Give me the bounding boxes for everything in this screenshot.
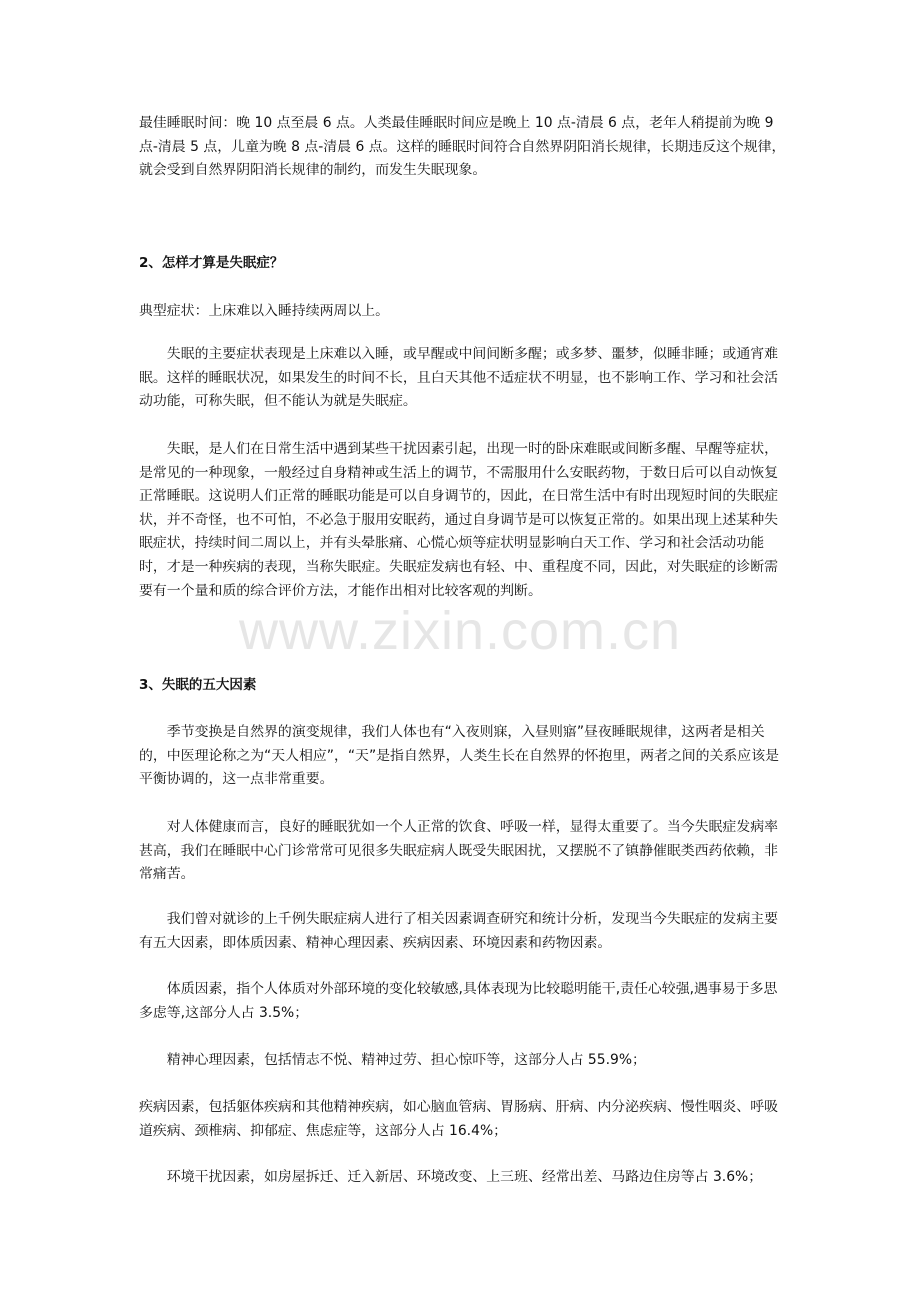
paragraph-sleep-time: 最佳睡眠时间：晚 10 点至晨 6 点。人类最佳睡眠时间应是晚上 10 点-清晨 6 点，老年人稍提前为晚 9 点-清晨 5 点，儿童为晚 8 点-清晨 6 点。这样的睡眠时间符合自然界阴阳消长规律，长期违反这个规律，就会受到自然界阴阳消长规律的制约，而发生失眠现象。 [139,115,786,179]
paragraph-disease-factor: 疾病因素，包括躯体疾病和其他精神疾病，如心脑血管病、胃肠病、肝病、内分泌疾病、慢性咽炎、呼吸道疾病、颈椎病、抑郁症、焦虑症等，这部分人占 16.4%； [139,1099,778,1139]
watermark: www.zixin.com.cn [238,601,682,661]
paragraph-insomnia-definition: 失眠，是人们在日常生活中遇到某些干扰因素引起，出现一时的卧床难眠或间断多醒、早醒等症状，是常见的一种现象，一般经过自身精神或生活上的调节，不需服用什么安眠药物，于数日后可以自动恢复正常睡眠。这说明人们正常的睡眠功能是可以自身调节的，因此，在日常生活中有时出现短时间的失眠症状，并不奇怪，也不可怕，不必急于服用安眠药，通过自身调节是可以恢复正常的。如果出现上述某种失眠症状，持续时间二周以上，并有头晕胀痛、心慌心烦等症状明显影响白天工作、学习和社会活动功能时，才是一种疾病的表现，当称失眠症。失眠症发病也有轻、中、重程度不同，因此，对失眠症的诊断需要有一个量和质的综合评价方法，才能作出相对比较客观的判断。 [139,441,778,599]
heading-section-2: 2、怎样才算是失眠症？ [139,255,284,271]
paragraph-constitution-factor: 体质因素，指个人体质对外部环境的变化较敏感,具体表现为比较聪明能干,责任心较强,遇事易于多思多虑等,这部分人占 3.5%； [139,981,778,1021]
paragraph-environment-factor: 环境干扰因素，如房屋拆迁、迁入新居、环境改变、上三班、经常出差、马路边住房等占 3.6%； [166,1169,763,1185]
paragraph-health: 对人体健康而言，良好的睡眠犹如一个人正常的饮食、呼吸一样，显得太重要了。当今失眠症发病率甚高，我们在睡眠中心门诊常常可见很多失眠症病人既受失眠困扰，又摆脱不了镇静催眠类西药依赖，非常痛苦。 [139,819,778,883]
paragraph-psychological-factor: 精神心理因素，包括情志不悦、精神过劳、担心惊吓等，这部分人占 55.9%； [166,1052,646,1068]
paragraph-main-symptoms: 失眠的主要症状表现是上床难以入睡，或早醒或中间间断多醒；或多梦、噩梦，似睡非睡；或通宵难眠。这样的睡眠状况，如果发生的时间不长，且白天其他不适症状不明显，也不影响工作、学习和社会活动功能，可称失眠，但不能认为就是失眠症。 [139,346,778,410]
paragraph-seasons: 季节变换是自然界的演变规律，我们人体也有“入夜则寐，入昼则寤”昼夜睡眠规律，这两者是相关的，中医理论称之为“天人相应”，“天”是指自然界，人类生长在自然界的怀抱里，两者之间的关系应该是平衡协调的，这一点非常重要。 [139,724,779,788]
heading-section-3: 3、失眠的五大因素 [139,677,257,693]
paragraph-five-factors: 我们曾对就诊的上千例失眠症病人进行了相关因素调查研究和统计分析，发现当今失眠症的发病主要有五大因素，即体质因素、精神心理因素、疾病因素、环境因素和药物因素。 [139,911,778,951]
paragraph-typical-symptom: 典型症状：上床难以入睡持续两周以上。 [139,303,390,319]
